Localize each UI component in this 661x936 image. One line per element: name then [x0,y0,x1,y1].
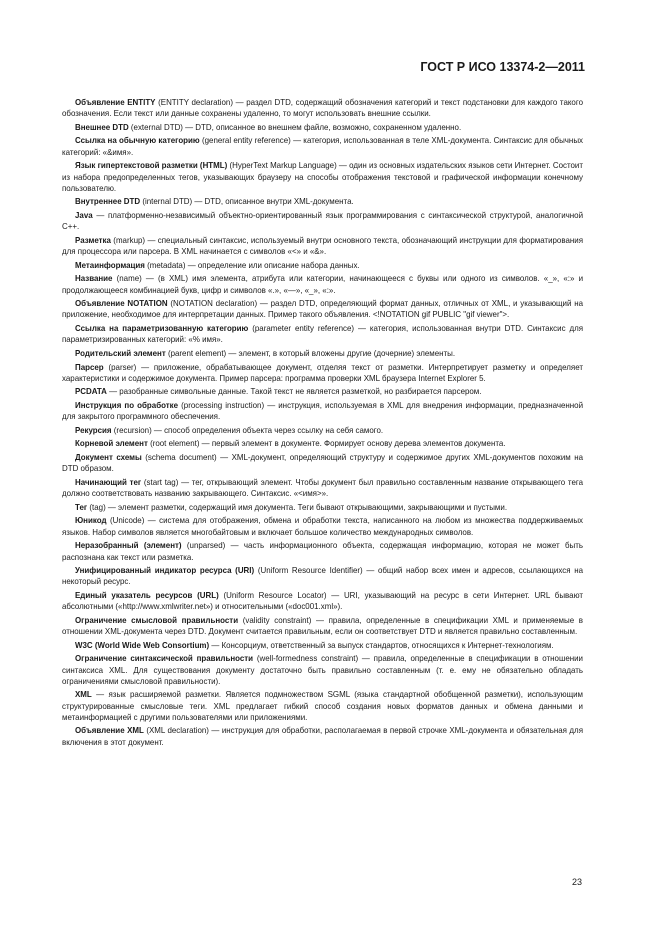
glossary-definition: (markup) — специальный синтаксис, используемый внутри основного текста, обозначающий инструкции для форматирования для процессора или парсера. В XML начинается с символов «<» и «&». [62,235,583,257]
glossary-term: W3C (World Wide Web Consortium) [75,640,210,650]
glossary-definition: (unparsed) — часть информационного объекта, содержащая информацию, которая не может быть распознана как текст или разметка. [62,541,583,562]
glossary-term: Рекурсия [75,425,112,435]
glossary-term: Внутреннее DTD [75,197,141,207]
glossary-term: Java [75,211,93,221]
glossary-definition: (internal DTD) — DTD, описанное внутри XML-документа. [140,197,354,207]
glossary-definition: (NOTATION declaration) — раздел DTD, определяющий формат данных, отличных от XML, и указывающий на приложение, необходимое для интерпретации данных. Пример такого объявления. <!NOTATION gif PUBLIC "gif viewer">. [62,299,583,320]
glossary-entry [62,122,583,133]
glossary-definition: (general entity reference) — категория, использованная в теле XML-документа. Синтаксис для обычных категорий: «&имя». [62,136,583,157]
glossary-entry [62,260,583,271]
glossary-entry [62,540,583,562]
glossary-entry [62,502,583,513]
glossary-entry [62,273,583,295]
glossary-section [62,97,583,750]
glossary-term: Название [75,274,113,284]
glossary-entry [62,210,583,232]
glossary-entry [62,196,583,207]
glossary-term: PCDATA [75,387,107,397]
glossary-definition: (start tag) — тег, открывающий элемент. Чтобы документ был правильно составленным название открывающего тега должно соответствовать названию закрывающего. Синтаксис. «<имя>». [62,477,584,499]
glossary-entry [62,452,583,474]
glossary-term: Метаинформация [75,260,145,270]
glossary-term: Родительский элемент [75,348,166,358]
glossary-definition: (Unicode) — система для отображения, обмена и обработки текста, написанного на любом из множества поддерживаемых языков. Набор символов является многобайтовым и включает большое количество международных символов. [62,516,583,537]
glossary-definition: (root element) — первый элемент в документе. Формирует основу дерева элементов документа. [147,439,506,449]
glossary-entry [62,653,583,687]
glossary-entry [62,615,583,637]
glossary-definition: (HyperText Markup Language) — один из основных издательских языков сети Интернет. Состоит из набора предопределенных тегов, указывающих браузеру на способы отображения текстовой и графической информации конечному пользователю. [62,161,583,193]
glossary-term: Ограничение синтаксической правильности [75,654,254,664]
glossary-definition: (ENTITY declaration) — раздел DTD, содержащий обозначения категорий и текст подстановки для каждого такого обозначения. Если текст или данные сохранены удаленно, то могут использовать внешние ссылки. [62,98,583,119]
glossary-term: Начинающий тег [75,477,142,487]
glossary-entry [62,298,583,320]
glossary-term: Корневой элемент [75,439,148,449]
glossary-definition: (XML declaration) — инструкция для обработки, располагаемая в первой строчке XML-документа и обязательная для включения в этот документ. [62,726,583,747]
glossary-entry [62,689,583,723]
glossary-entry [62,515,583,537]
glossary-term: Объявление XML [75,726,144,736]
glossary-term: Ссылка на параметризованную категорию [75,324,249,334]
glossary-term: Объявление NOTATION [75,299,168,309]
document-header: ГОСТ Р ИСО 13374-2—2011 [420,60,585,74]
glossary-term: Документ схемы [75,453,142,463]
glossary-definition: (Uniform Resource Locator) — URI, указывающий на ресурс в сети Интернет. URL бывают абсолютными («http://www.xmlwriter.net») и относительными («doc001.xml»). [62,590,583,612]
glossary-term: Единый указатель ресурсов (URL) [75,590,219,600]
glossary-entry [62,135,583,157]
glossary-definition: — язык расширяемой разметки. Является подмножеством SGML (языка стандартной обобщенной разметки), использующим структурированные смысловые теги. XML предлагает гибкий способ создания новых форматов данных и обмена данными и метаинформацией с другими пользователями или приложениями. [62,690,583,722]
glossary-term: Внешнее DTD [75,122,129,132]
glossary-definition: — разобранные символьные данные. Такой текст не является разметкой, но разбирается парсером. [106,387,482,397]
glossary-definition: (parameter entity reference) — категория, использованная внутри DTD. Синтаксис для параметризированных категорий: «% имя». [62,324,584,345]
glossary-entry [62,425,583,436]
glossary-entry [62,323,583,345]
glossary-entry [62,160,583,194]
glossary-definition: (metadata) — определение или описание набора данных. [144,260,360,270]
glossary-entry [62,400,583,422]
glossary-term: Тег [75,502,88,512]
glossary-entry [62,97,583,119]
glossary-definition: (schema document) — XML-документ, определяющий структуру и содержимое других XML-документов похожим на DTD образом. [62,453,583,474]
glossary-term: Унифицированный индикатор ресурса (URI) [75,566,255,576]
glossary-definition: (tag) — элемент разметки, содержащий имя документа. Теги бывают открывающими, закрывающими и пустыми. [87,502,508,512]
glossary-entry [62,640,583,651]
glossary-entry [62,725,583,747]
glossary-entry [62,348,583,359]
glossary-definition: (recursion) — способ определения объекта через ссылку на себя самого. [111,425,384,435]
glossary-definition: (validity constraint) — правила, определенные в спецификации XML и применяемые в отношении XML-документа через DTD. Документ считается правильным, если он соответствует DTD и является правильно составленным. [62,615,584,637]
glossary-term: Разметка [75,235,111,245]
glossary-definition: (parent element) — элемент, в который вложены другие (дочерние) элементы. [165,348,456,358]
glossary-definition: — Консорциум, ответственный за выпуск стандартов, относящихся к Интернет-технологиям. [209,640,554,650]
glossary-definition: (name) — (в XML) имя элемента, атрибута или категории, начинающееся с буквы или одного из символов. «_», «:» и продолжающееся комбинацией букв, цифр и символов «.», «—», «_», «:». [62,274,583,295]
glossary-term: XML [75,690,92,700]
glossary-term: Язык гипертекстовой разметки (HTML) [75,161,228,171]
glossary-term: Парсер [75,362,104,372]
glossary-entry [62,565,583,587]
glossary-term: Юникод [75,516,107,526]
glossary-term: Ссылка на обычную категорию [75,136,200,146]
glossary-entry [62,386,583,397]
glossary-definition: (well-formedness constraint) — правила, определенные в спецификации в отношении синтаксиса XML. Для существования документу достаточно быть правильно составленным (т. е. ему не обязательно обладать ограничениями смысловой правильности). [62,654,583,686]
glossary-entry [62,362,583,384]
glossary-entry [62,438,583,449]
page-number: 23 [571,877,582,887]
glossary-definition: (parser) — приложение, обрабатывающее документ, отделяя текст от разметки. Интерпретирует разметку и определяет характеристики и содержимое документа. Пример парсера: программа проверки XML браузера Internet Explorer 5. [62,362,583,383]
glossary-definition: (external DTD) — DTD, описанное во внешнем файле, возможно, сохраненном удаленно. [128,122,462,132]
glossary-term: Инструкция по обработке [75,401,179,410]
glossary-term: Неразобранный (элемент) [75,541,182,551]
glossary-definition: (Uniform Resource Identifier) — общий набор всех имен и адресов, ссылающихся на некоторый ресурс. [62,566,583,587]
glossary-entry [62,235,583,257]
glossary-definition: — платформенно-независимый объектно-ориентированный язык программирования с синтаксической структурой, аналогичной C++. [62,211,583,232]
glossary-definition: (processing instruction) — инструкция, используемая в XML для внедрения информации, предназначенной для закрытого программного обеспечения. [62,401,584,422]
glossary-term: Объявление ENTITY [75,98,156,107]
glossary-term: Ограничение смысловой правильности [75,615,239,625]
glossary-entry [62,477,583,499]
glossary-entry [62,590,583,612]
